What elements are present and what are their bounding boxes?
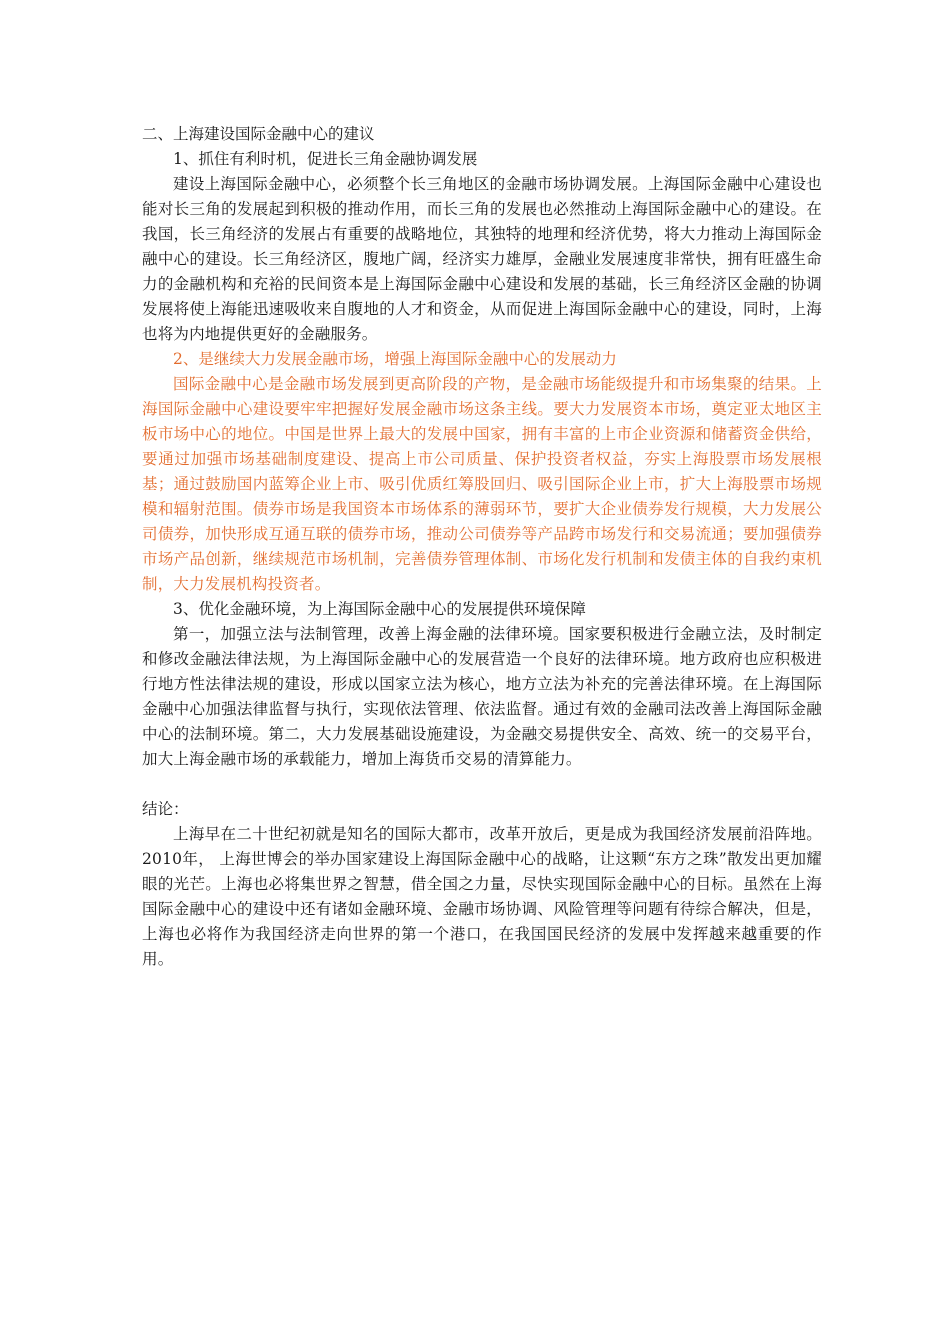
spacer [142,772,822,797]
subsection-1-heading: 1、抓住有利时机，促进长三角金融协调发展 [173,150,478,168]
subsection-2-heading: 2、是继续大力发展金融市场，增强上海国际金融中心的发展动力 [173,350,617,368]
subsection-3-body: 第一，加强立法与法制管理，改善上海金融的法律环境。国家要积极进行金融立法，及时制定和修改金融法律法规，为上海国际金融中心的发展营造一个良好的法律环境。地方政府也应积极进行地方性法律法规的建设，形成以国家立法为核心，地方立法为补充的完善法律环境。在上海国际金融中心加强法律监督与执行，实现依法管理、依法监督。通过有效的金融司法改善上海国际金融中心的法制环境。第二，大力发展基础设施建设，为金融交易提供安全、高效、统一的交易平台，加大上海金融市场的承载能力，增加上海货币交易的清算能力。 [142,625,822,768]
subsection-1-body: 建设上海国际金融中心，必须整个长三角地区的金融市场协调发展。上海国际金融中心建设也能对长三角的发展起到积极的推动作用，而长三角的发展也必然推动上海国际金融中心的建设。在我国，长三角经济的发展占有重要的战略地位，其独特的地理和经济优势，将大力推动上海国际金融中心的建设。长三角经济区，腹地广阔，经济实力雄厚，金融业发展速度非常快，拥有旺盛生命力的金融机构和充裕的民间资本是上海国际金融中心建设和发展的基础，长三角经济区金融的协调发展将使上海能迅速吸收来自腹地的人才和资金，从而促进上海国际金融中心的建设，同时，上海也将为内地提供更好的金融服务。 [142,175,822,343]
conclusion-body: 上海早在二十世纪初就是知名的国际大都市，改革开放后，更是成为我国经济发展前沿阵地。2010年， 上海世博会的举办国家建设上海国际金融中心的战略，让这颗“东方之珠”散发出更加耀眼的光芒。上海也必将集世界之智慧，借全国之力量，尽快实现国际金融中心的目标。虽然在上海国际金融中心的建设中还有诸如金融环境、金融市场协调、风险管理等问题有待综合解决，但是，上海也必将作为我国经济走向世界的第一个港口，在我国国民经济的发展中发挥越来越重要的作用。 [142,825,822,968]
subsection-2-body: 国际金融中心是金融市场发展到更高阶段的产物，是金融市场能级提升和市场集聚的结果。上海国际金融中心建设要牢牢把握好发展金融市场这条主线。要大力发展资本市场，奠定亚太地区主板市场中心的地位。中国是世界上最大的发展中国家，拥有丰富的上市企业资源和储蓄资金供给，要通过加强市场基础制度建设、提高上市公司质量、保护投资者权益，夯实上海股票市场发展根基；通过鼓励国内蓝筹企业上市、吸引优质红筹股回归、吸引国际企业上市，扩大上海股票市场规模和辐射范围。债券市场是我国资本市场体系的薄弱环节，要扩大企业债券发行规模，大力发展公司债券，加快形成互通互联的债券市场，推动公司债券等产品跨市场发行和交易流通；要加强债券市场产品创新，继续规范市场机制，完善债券管理体制、市场化发行机制和发债主体的自我约束机制，大力发展机构投资者。 [142,375,822,593]
section-title: 二、上海建设国际金融中心的建议 [142,125,375,143]
conclusion-heading: 结论： [142,800,189,818]
subsection-3-heading: 3、优化金融环境，为上海国际金融中心的发展提供环境保障 [173,600,586,618]
document-page [142,122,822,972]
